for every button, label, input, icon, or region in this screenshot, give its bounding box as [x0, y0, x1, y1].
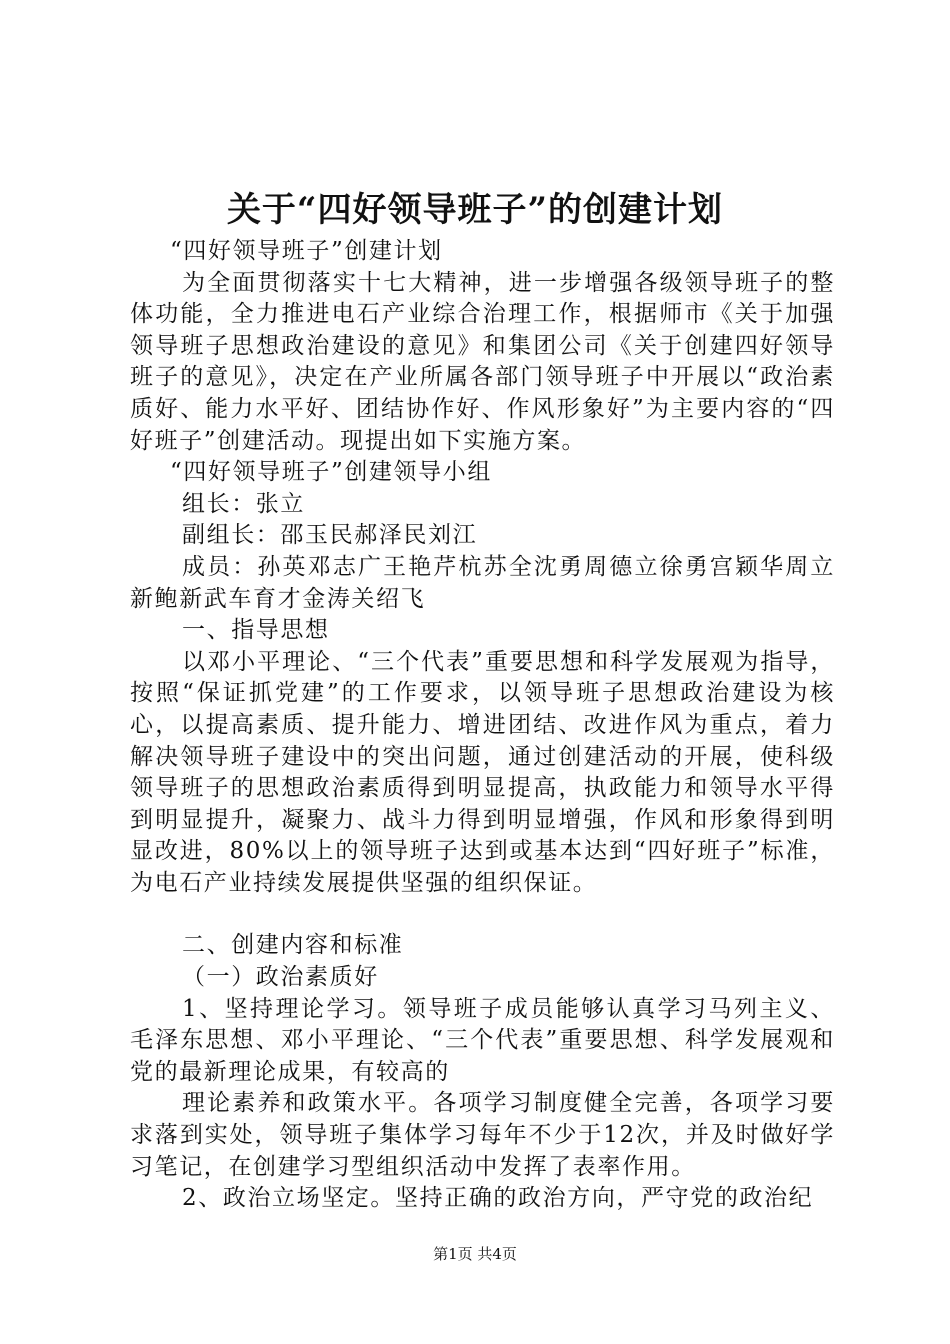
paragraph-theory-study-cont: 理论素养和政策水平。各项学习制度健全完善，各项学习要求落到实处，领导班子集体学习每年不少于12次，并及时做好学习笔记，在创建学习型组织活动中发挥了表率作用。 [130, 1090, 835, 1180]
paragraph-deputy-leader: 副组长：邵玉民郝泽民刘江 [182, 522, 478, 549]
paragraph-intro: 为全面贯彻落实十七大精神，进一步增强各级领导班子的整体功能，全力推进电石产业综合治理工作，根据师市《关于加强领导班子思想政治建设的意见》和集团公司《关于创建四好领导班子的意见》，决定在产业所属各部门领导班子中开展以“政治素质好、能力水平好、团结协作好、作风形象好”为主要内容的“四好班子”创建活动。现提出如下实施方案。 [130, 269, 835, 454]
document-title: 关于“四好领导班子”的创建计划 [226, 190, 724, 230]
paragraph-members: 成员：孙英邓志广王艳芹杭苏全沈勇周德立徐勇宫颖华周立新鲍新武车育才金涛关绍飞 [130, 553, 835, 612]
section-heading-content-standards: 二、创建内容和标准 [182, 932, 404, 959]
paragraph-guiding-thought: 以邓小平理论、“三个代表”重要思想和科学发展观为指导，按照“保证抓党建”的工作要求，以领导班子思想政治建设为核心，以提高素质、提升能力、增进团结、改进作风为重点，着力解决领导班子建设中的突出问题，通过创建活动的开展，使科级领导班子的思想政治素质得到明显提高，执政能力和领导水平得到明显提升，凝聚力、战斗力得到明显增强，作风和形象得到明显改进，80%以上的领导班子达到或基本达到“四好班子”标准，为电石产业持续发展提供坚强的组织保证。 [130, 648, 835, 896]
subsection-heading-political-quality: （一）政治素质好 [182, 964, 379, 991]
paragraph-gap [130, 899, 835, 930]
document-body [130, 236, 835, 1215]
paragraph-theory-study: 1、坚持理论学习。领导班子成员能够认真学习马列主义、毛泽东思想、邓小平理论、“三个代表”重要思想、科学发展观和党的最新理论成果，有较高的 [130, 995, 835, 1085]
paragraph-group-heading: “四好领导班子”创建领导小组 [170, 459, 492, 486]
paragraph-plan-heading: “四好领导班子”创建计划 [170, 238, 443, 264]
paragraph-political-stance: 2、政治立场坚定。坚持正确的政治方向，严守党的政治纪 [182, 1185, 814, 1212]
section-heading-guiding-thought: 一、指导思想 [182, 617, 330, 644]
page-footer: 第1页 共4页 [433, 1245, 517, 1263]
paragraph-leader: 组长：张立 [182, 490, 305, 517]
